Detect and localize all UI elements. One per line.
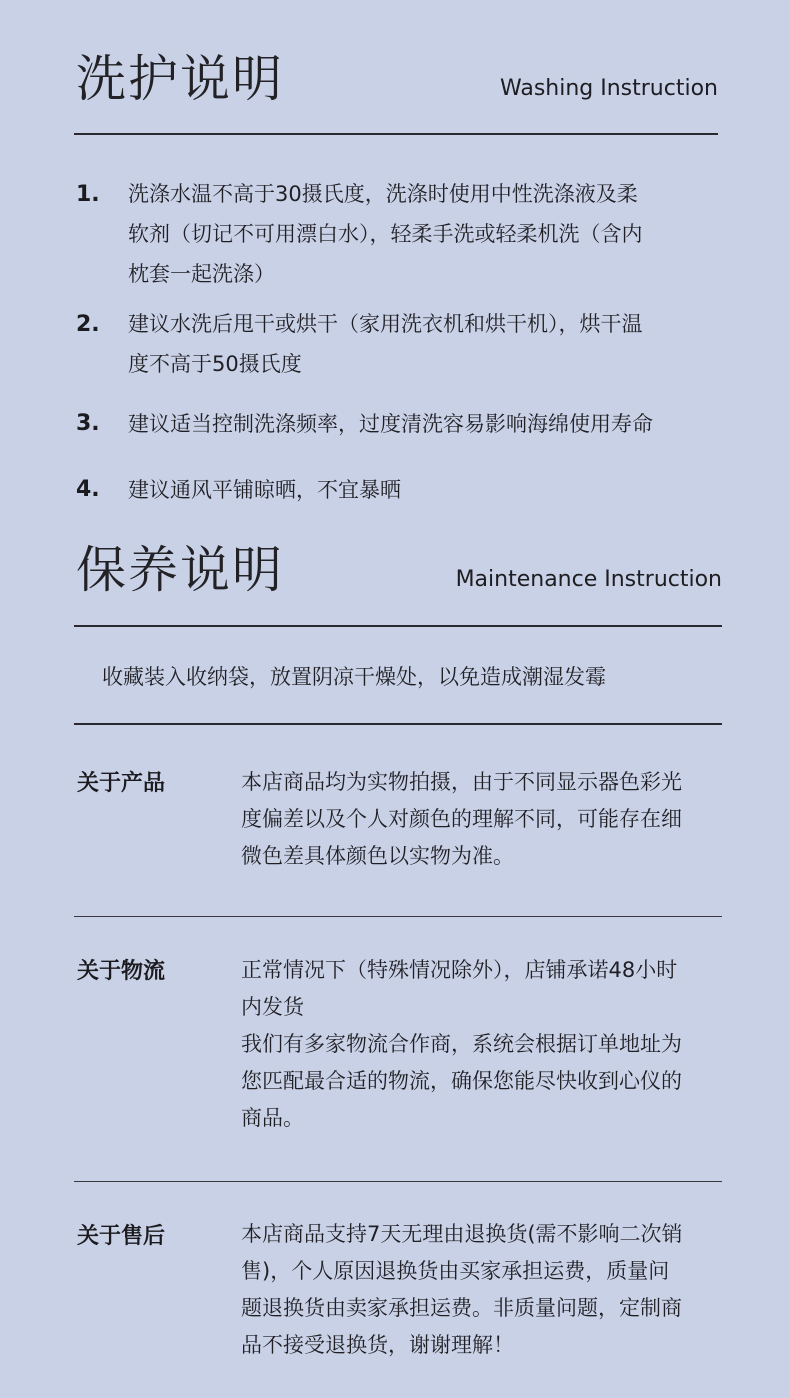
info-label: 关于物流 [77,959,166,984]
info-text: 正常情况下（特殊情况除外），店铺承诺48小时 内发货 我们有多家物流合作商，系统会根据订单地址为 您匹配最合适的物流，确保您能尽快收到心仪的 商品。 [241,958,682,1130]
washing-divider [74,133,718,135]
list-item-text: 建议适当控制洗涤频率，过度清洗容易影响海绵使用寿命 [128,412,653,436]
list-item-text: 建议水洗后甩干或烘干（家用洗衣机和烘干机），烘干温 度不高于50摄氏度 [128,312,643,376]
maintenance-subtitle: Maintenance Instruction [455,567,722,592]
list-item-number: 4. [76,477,100,502]
washing-title: 洗护说明 [76,50,284,108]
info-text: 本店商品均为实物拍摄，由于不同显示器色彩光 度偏差以及个人对颜色的理解不同，可能存在细 微色差具体颜色以实物为准。 [241,770,682,868]
list-item-number: 3. [76,411,100,436]
info-label: 关于售后 [77,1224,166,1249]
maintenance-divider [74,625,722,627]
list-item-text: 建议通风平铺晾晒，不宜暴晒 [128,478,401,502]
list-item-number: 2. [76,312,100,337]
list-item-number: 1. [76,182,100,207]
info-divider [74,1181,722,1182]
info-label: 关于产品 [77,771,166,796]
list-item-text: 洗涤水温不高于30摄氏度，洗涤时使用中性洗涤液及柔 软剂（切记不可用漂白水），轻柔手洗或轻柔机洗（含内 枕套一起洗涤） [128,182,643,286]
maintenance-text: 收藏装入收纳袋，放置阴凉干燥处，以免造成潮湿发霉 [102,665,606,689]
washing-subtitle: Washing Instruction [500,76,718,101]
info-divider [74,916,722,917]
maintenance-bottom-divider [74,723,722,725]
info-text: 本店商品支持7天无理由退换货(需不影响二次销 售)，个人原因退换货由买家承担运费，质量问 题退换货由卖家承担运费。非质量问题，定制商 品不接受退换货，谢谢理解！ [241,1222,683,1357]
maintenance-title: 保养说明 [76,541,284,599]
